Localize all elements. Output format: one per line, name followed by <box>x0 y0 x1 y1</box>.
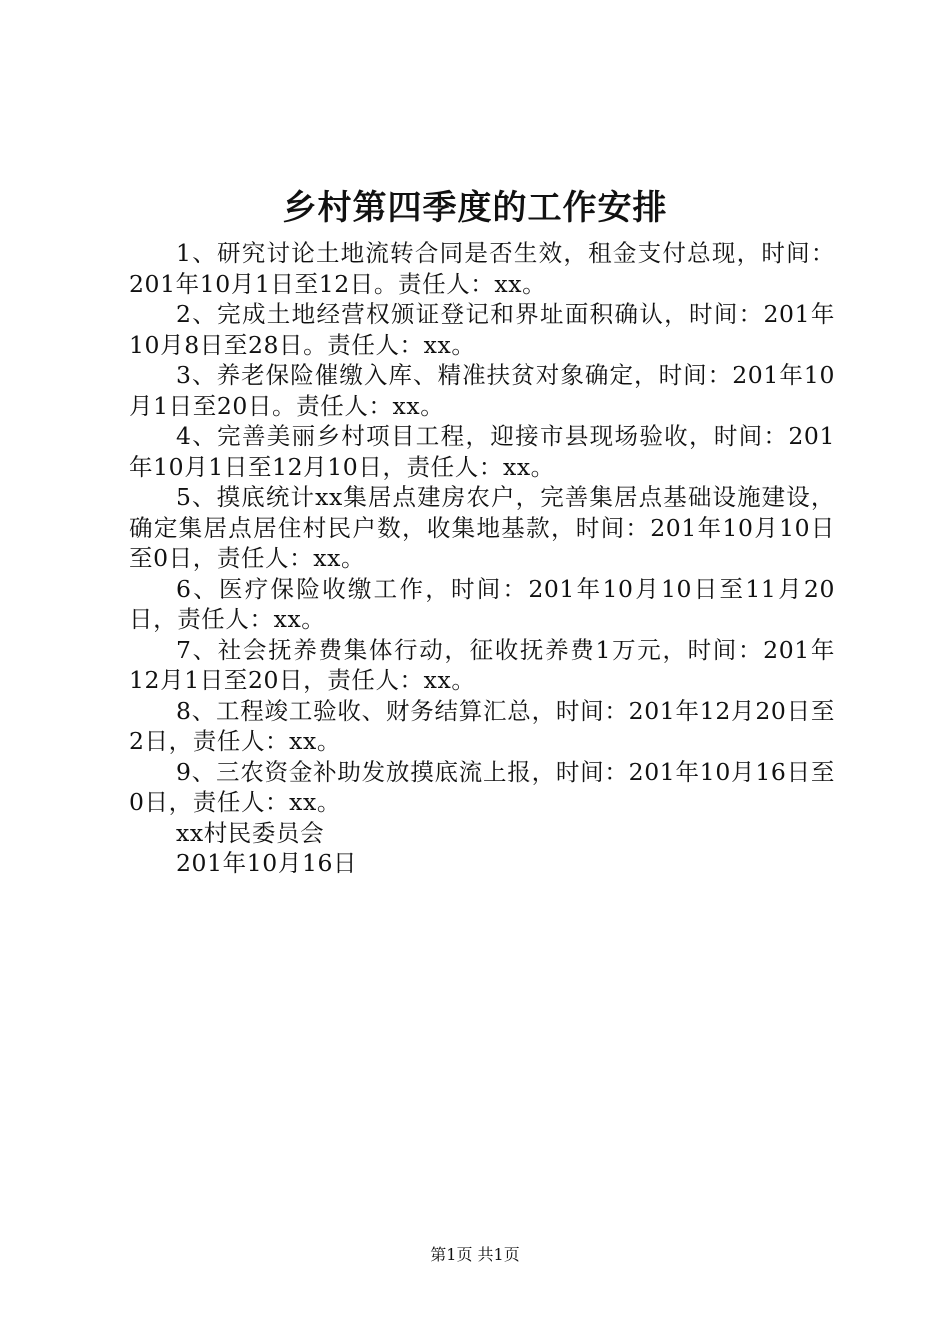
signature-date: 201年10月16日 <box>176 849 358 877</box>
work-item-2: 2、完成土地经营权颁证登记和界址面积确认，时间：201年10月8日至28日。责任人：xx。 <box>129 300 835 359</box>
signature: xx村民委员会 <box>176 818 325 847</box>
work-item-6: 6、医疗保险收缴工作，时间：201年10月10日至11月20日，责任人：xx。 <box>129 574 835 633</box>
work-item-1: 1、研究讨论土地流转合同是否生效，租金支付总现，时间：201年10月1日至12日。责任人：xx。 <box>129 239 835 298</box>
work-item-3: 3、养老保险催缴入库、精准扶贫对象确定，时间：201年10月1日至20日。责任人：xx。 <box>129 361 835 420</box>
work-item-8: 8、工程竣工验收、财务结算汇总，时间：201年12月20日至2日，责任人：xx。 <box>129 696 835 755</box>
document-body <box>129 238 835 879</box>
work-item-4: 4、完善美丽乡村项目工程，迎接市县现场验收，时间：201年10月1日至12月10日，责任人：xx。 <box>129 422 835 481</box>
page-footer: 第1页 共1页 <box>430 1245 520 1264</box>
document-title: 乡村第四季度的工作安排 <box>282 188 668 228</box>
work-item-5: 5、摸底统计xx集居点建房农户，完善集居点基础设施建设，确定集居点居住村民户数，收集地基款，时间：201年10月10日至0日，责任人：xx。 <box>129 483 835 572</box>
work-item-7: 7、社会抚养费集体行动，征收抚养费1万元，时间：201年12月1日至20日，责任人：xx。 <box>129 635 835 694</box>
work-item-9: 9、三农资金补助发放摸底流上报，时间：201年10月16日至0日，责任人：xx。 <box>129 757 835 816</box>
